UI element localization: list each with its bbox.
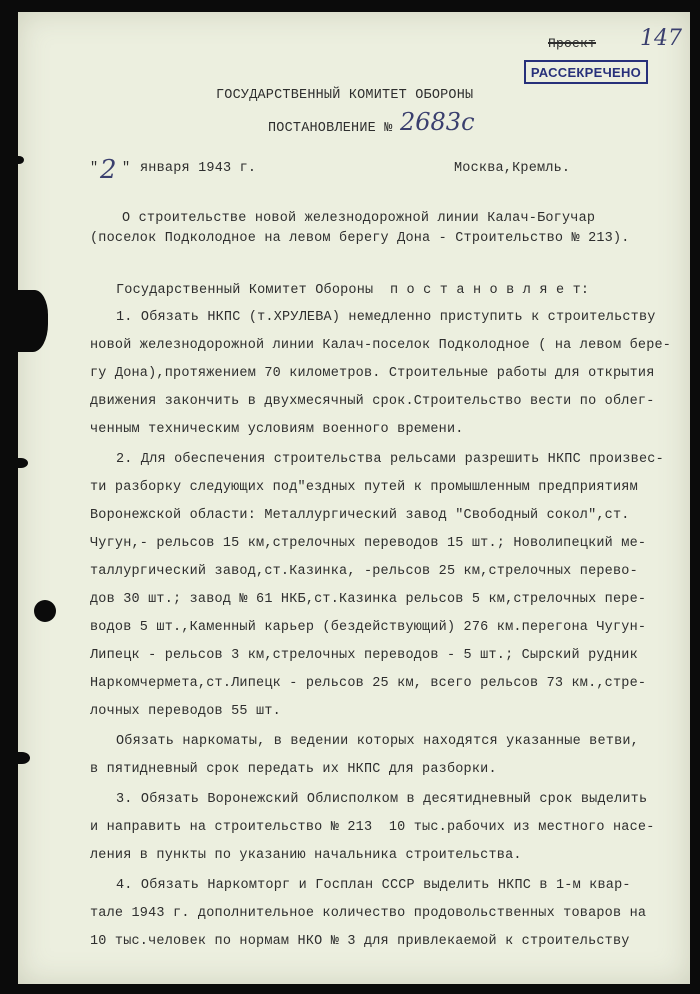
body-line: ления в пункты по указанию начальника строительства. (90, 848, 522, 863)
decree-prefix: ПОСТАНОВЛЕНИЕ № (268, 121, 393, 136)
body-line: Наркомчермета,ст.Липецк - рельсов 25 км, всего рельсов 73 км.,стре- (90, 676, 647, 691)
date-quote-close: " (122, 161, 131, 176)
body-line: 2. Для обеспечения строительства рельсами разрешить НКПС произвес- (116, 452, 664, 467)
body-line: Обязать наркоматы, в ведении которых находятся указанные ветви, (116, 734, 639, 749)
body-line: 3. Обязать Воронежский Облисполком в десятидневный срок выделить (116, 792, 648, 807)
body-line: Чугун,- рельсов 15 км,стрелочных переводов 15 шт.; Новолипецкий ме- (90, 536, 647, 551)
date-day: 2 (100, 155, 117, 185)
body-line: в пятидневный срок передать их НКПС для разборки. (90, 762, 497, 777)
body-line: ти разборку следующих под"ездных путей к промышленным предприятиям (90, 480, 638, 495)
decree-heading (268, 118, 393, 136)
body-line: гу Дона),протяжением 70 километров. Строительные работы для открытия (90, 366, 655, 381)
date-quote-open: " (90, 161, 99, 176)
date-month-year: января 1943 г. (140, 161, 257, 176)
binding-hole (34, 600, 56, 622)
body-line: таллургический завод,ст.Казинка, -рельсов 25 км,стрелочных перево- (90, 564, 638, 579)
body-line: водов 5 шт.,Каменный карьер (бездействующий) 276 км.перегона Чугун- (90, 620, 647, 635)
body-line: лочных переводов 55 шт. (90, 704, 281, 719)
edge-tear (14, 290, 48, 352)
declassified-stamp: РАССЕКРЕЧЕНО (524, 60, 648, 84)
body-line: 10 тыс.человек по нормам НКО № 3 для привлекаемой к строительству (90, 934, 630, 949)
decree-number: 2683с (400, 108, 475, 136)
body-line: 1. Обязать НКПС (т.ХРУЛЕВА) немедленно приступить к строительству (116, 310, 656, 325)
body-line: 4. Обязать Наркомторг и Госплан СССР выделить НКПС в 1-м квар- (116, 878, 631, 893)
page-number: 147 (640, 26, 682, 51)
subject-line-2: (поселок Подколодное на левом берегу Дона - Строительство № 213). (90, 231, 630, 246)
organization-heading: ГОСУДАРСТВЕННЫЙ КОМИТЕТ ОБОРОНЫ (216, 88, 474, 103)
body-line: дов 30 шт.; завод № 61 НКБ,ст.Казинка рельсов 5 км,стрелочных пере- (90, 592, 647, 607)
body-line: и направить на строительство № 213 10 тыс.рабочих из местного насе- (90, 820, 655, 835)
subject-line-1: О строительстве новой железнодорожной линии Калач-Богучар (122, 211, 596, 226)
body-line: движения закончить в двухмесячный срок.Строительство вести по облег- (90, 394, 655, 409)
body-line: Государственный Комитет Обороны п о с т а н о в л я е т: (116, 283, 590, 298)
body-line: ченным техническим условиям военного времени. (90, 422, 464, 437)
edge-tear (14, 156, 24, 164)
edge-tear (14, 458, 28, 468)
edge-tear (14, 752, 30, 764)
body-line: тале 1943 г. дополнительное количество продовольственных товаров на (90, 906, 647, 921)
body-line: новой железнодорожной линии Калач-поселок Подколодное ( на левом бере- (90, 338, 672, 353)
body-line: Воронежской области: Металлургический завод "Свободный сокол",ст. (90, 508, 630, 523)
place: Москва,Кремль. (454, 161, 571, 176)
body-line: Липецк - рельсов 3 км,стрелочных переводов - 5 шт.; Сырский рудник (90, 648, 638, 663)
draft-label: Проект (548, 36, 597, 51)
document-page (18, 12, 690, 984)
